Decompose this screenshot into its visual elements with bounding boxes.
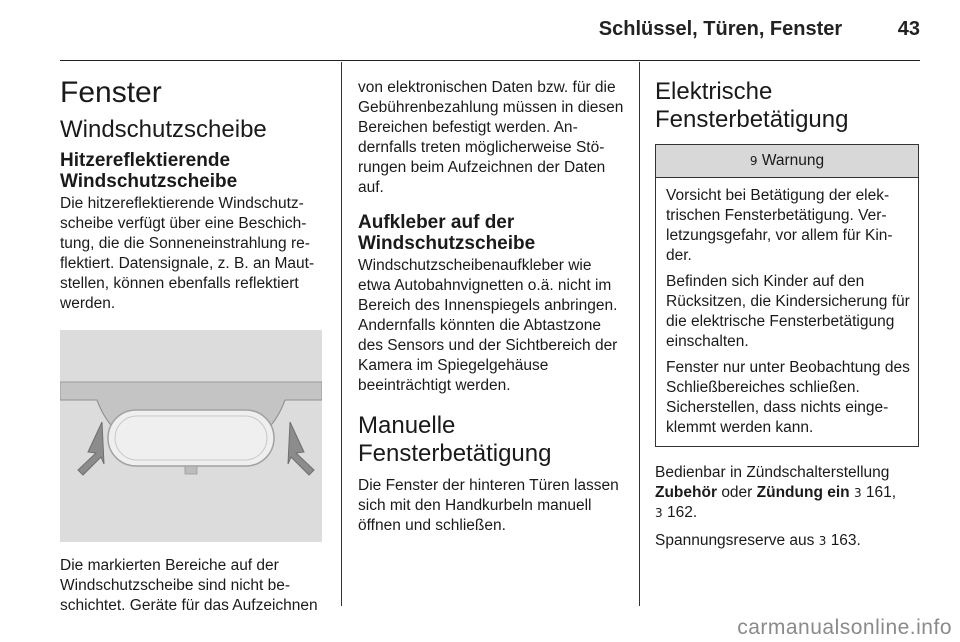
- page-header: [599, 18, 920, 41]
- windshield-illustration: [60, 330, 322, 542]
- column-1: [60, 72, 328, 616]
- paragraph-manuelle: Die Fenster der hinteren Türen lassen sich mit den Handkurbeln manuell öffnen und schließen.: [358, 477, 619, 534]
- paragraph-aufkleber: Windschutzscheibenaufkleber wie etwa Autobahnvignetten o.ä. nicht im Bereich des Innenspiegels anbringen. Andernfalls könnten die Abtastzone des Sensors und der Sichtbereich der Kamera im Spiegelgehäuse beeinträchtigt werden.: [358, 257, 618, 394]
- column-2: [358, 78, 626, 536]
- page-reference-icon: 3: [818, 534, 827, 548]
- paragraph-continued: von elektronischen Daten bzw. für die Gebührenbezahlung müssen in diesen Bereichen befestigt werden. Andernfalls treten möglicherweise Störungen beim Aufzeichnen der Daten auf.: [358, 79, 624, 196]
- subsection-title-aufkleber: Aufkleber auf der Windschutzscheibe: [358, 212, 536, 254]
- zubehoer-term: Zubehör: [655, 484, 717, 501]
- paragraph-hitzereflektierend: Die hitzereflektierende Windschutzscheibe verfügt über eine Beschichtung, die die Sonneneinstrahlung reflektiert. Datensignale, z. B. an Mautstellen, können ebenfalls reflektiert werden.: [60, 195, 315, 312]
- page-ref-163[interactable]: 163.: [830, 532, 861, 549]
- zuendschalter-text: Bedienbar in Zündschalterstellung: [655, 464, 890, 481]
- watermark: carmanualsonline.info: [737, 616, 952, 639]
- page-ref-161[interactable]: 161,: [865, 484, 897, 501]
- warning-body: [656, 178, 918, 446]
- oder-text: oder: [721, 484, 753, 501]
- page-number: 43: [897, 18, 920, 40]
- windshield-mirror-figure: [60, 330, 322, 542]
- warning-box: [655, 144, 919, 447]
- column-divider-right: [639, 62, 640, 606]
- subsection-title-hitzereflektierende: Hitzereflektierende Windschutzscheibe: [60, 150, 238, 192]
- warning-paragraph-2: Befinden sich Kinder auf den Rücksitzen, die Kindersicherung für die elektrische Fensterbetätigung einschalten.: [666, 273, 910, 350]
- warning-header: [656, 145, 918, 178]
- page-ref-162[interactable]: 162.: [666, 504, 698, 521]
- section-title-elektrische: Elektrische Fensterbetätigung: [655, 78, 849, 133]
- column-divider-left: [341, 62, 342, 606]
- page-header-title: Schlüssel, Türen, Fenster: [598, 18, 843, 40]
- header-rule: [60, 60, 920, 61]
- warning-paragraph-1: Vorsicht bei Betätigung der elektrischen Fensterbetätigung. Verletzungsgefahr, vor allem für Kinder.: [666, 187, 893, 264]
- page-reference-icon: 3: [853, 486, 862, 500]
- section-title-windschutzscheibe: Windschutzscheibe: [60, 116, 267, 143]
- section-title-manuelle: Manuelle Fensterbetätigung: [358, 412, 552, 467]
- figure-caption: Die markierten Bereiche auf der Windschutzscheibe sind nicht beschichtet. Geräte für das Aufzeichnen: [60, 557, 318, 614]
- chapter-title: Fenster: [60, 76, 162, 109]
- page-reference-icon: 3: [655, 506, 663, 520]
- spannungsreserve-text: Spannungsreserve aus: [655, 532, 815, 549]
- warning-title: Warnung: [761, 152, 825, 169]
- warning-triangle-icon: 9: [749, 154, 758, 168]
- paragraph-zuendschalter: [655, 463, 919, 523]
- zuendung-ein-term: Zündung ein: [756, 484, 850, 501]
- paragraph-spannungsreserve: [655, 531, 919, 551]
- column-3: [655, 78, 919, 551]
- warning-paragraph-3: Fenster nur unter Beobachtung des Schließbereiches schließen. Sicherstellen, dass nichts eingeklemmt werden kann.: [666, 359, 910, 436]
